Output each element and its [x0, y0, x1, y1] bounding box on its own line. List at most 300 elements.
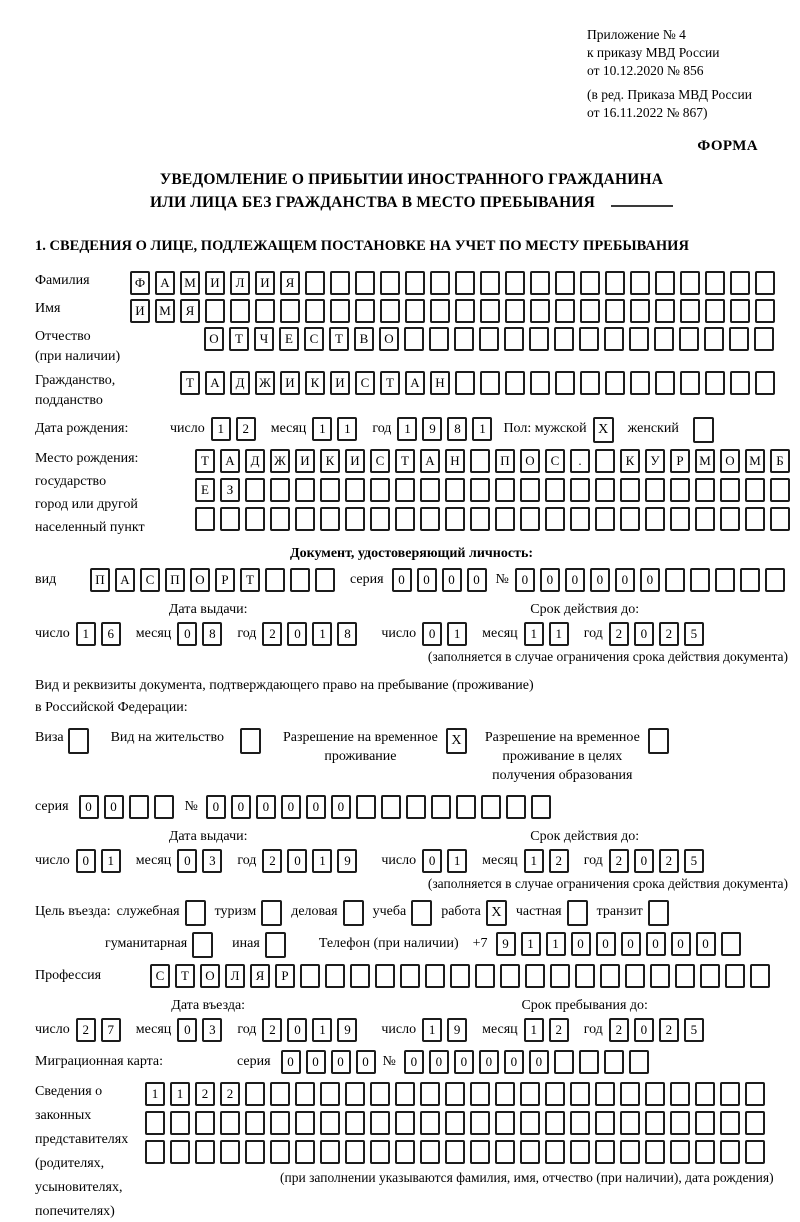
form-cell[interactable]	[355, 271, 375, 295]
form-cell[interactable]: Н	[445, 449, 465, 473]
form-cell[interactable]	[480, 371, 500, 395]
form-cell[interactable]	[595, 449, 615, 473]
form-cell[interactable]: 0	[177, 622, 197, 646]
form-cell[interactable]	[745, 1140, 765, 1164]
form-cell[interactable]	[220, 507, 240, 531]
form-cell[interactable]: 2	[76, 1018, 96, 1042]
form-cell[interactable]	[370, 1140, 390, 1164]
form-cell[interactable]: 1	[76, 622, 96, 646]
form-cell[interactable]: 1	[337, 417, 357, 441]
form-cell[interactable]	[430, 299, 450, 323]
residence-permit-checkbox[interactable]	[240, 728, 261, 754]
form-cell[interactable]: С	[150, 964, 170, 988]
form-cell[interactable]	[570, 478, 590, 502]
form-cell[interactable]	[145, 1111, 165, 1135]
form-cell[interactable]: 2	[236, 417, 256, 441]
form-cell[interactable]	[479, 327, 499, 351]
form-cell[interactable]: 1	[397, 417, 417, 441]
form-cell[interactable]	[755, 299, 775, 323]
form-cell[interactable]	[395, 1082, 415, 1106]
form-cell[interactable]	[495, 1111, 515, 1135]
form-cell[interactable]: Ф	[130, 271, 150, 295]
form-cell[interactable]	[630, 371, 650, 395]
form-cell[interactable]	[605, 371, 625, 395]
form-cell[interactable]	[495, 478, 515, 502]
form-cell[interactable]: 2	[262, 622, 282, 646]
form-cell[interactable]	[195, 507, 215, 531]
form-cell[interactable]: 5	[684, 849, 704, 873]
form-cell[interactable]	[245, 1111, 265, 1135]
form-cell[interactable]: 0	[442, 568, 462, 592]
form-cell[interactable]	[380, 299, 400, 323]
form-cell[interactable]: 2	[609, 849, 629, 873]
form-cell[interactable]	[320, 1140, 340, 1164]
form-cell[interactable]	[520, 1111, 540, 1135]
form-cell[interactable]	[629, 327, 649, 351]
form-cell[interactable]: О	[379, 327, 399, 351]
form-cell[interactable]: Л	[230, 271, 250, 295]
form-cell[interactable]: 0	[540, 568, 560, 592]
form-cell[interactable]	[595, 1140, 615, 1164]
form-cell[interactable]	[554, 327, 574, 351]
form-cell[interactable]: 6	[101, 622, 121, 646]
form-cell[interactable]	[405, 299, 425, 323]
form-cell[interactable]	[770, 507, 790, 531]
form-cell[interactable]	[525, 964, 545, 988]
form-cell[interactable]: 7	[101, 1018, 121, 1042]
commercial-checkbox[interactable]	[343, 900, 364, 926]
form-cell[interactable]	[404, 327, 424, 351]
form-cell[interactable]: 0	[479, 1050, 499, 1074]
form-cell[interactable]	[600, 964, 620, 988]
form-cell[interactable]	[470, 507, 490, 531]
form-cell[interactable]	[720, 478, 740, 502]
form-cell[interactable]: 0	[206, 795, 226, 819]
form-cell[interactable]: 8	[337, 622, 357, 646]
form-cell[interactable]: 0	[454, 1050, 474, 1074]
form-cell[interactable]	[280, 299, 300, 323]
form-cell[interactable]: .	[570, 449, 590, 473]
form-cell[interactable]: 0	[634, 849, 654, 873]
form-cell[interactable]	[750, 964, 770, 988]
form-cell[interactable]: 2	[262, 849, 282, 873]
form-cell[interactable]: Р	[670, 449, 690, 473]
form-cell[interactable]	[745, 1111, 765, 1135]
form-cell[interactable]	[270, 507, 290, 531]
form-cell[interactable]	[320, 478, 340, 502]
sex-female-checkbox[interactable]	[693, 417, 714, 443]
form-cell[interactable]	[670, 478, 690, 502]
form-cell[interactable]: П	[90, 568, 110, 592]
form-cell[interactable]: Л	[225, 964, 245, 988]
form-cell[interactable]: З	[220, 478, 240, 502]
form-cell[interactable]	[645, 507, 665, 531]
form-cell[interactable]: 2	[659, 849, 679, 873]
form-cell[interactable]: Б	[770, 449, 790, 473]
form-cell[interactable]: О	[200, 964, 220, 988]
form-cell[interactable]: М	[155, 299, 175, 323]
form-cell[interactable]	[545, 1082, 565, 1106]
form-cell[interactable]	[770, 478, 790, 502]
form-cell[interactable]	[570, 1111, 590, 1135]
form-cell[interactable]	[470, 449, 490, 473]
form-cell[interactable]	[265, 568, 285, 592]
form-cell[interactable]	[375, 964, 395, 988]
form-cell[interactable]	[530, 271, 550, 295]
form-cell[interactable]	[320, 1111, 340, 1135]
form-cell[interactable]: 0	[356, 1050, 376, 1074]
form-cell[interactable]	[630, 271, 650, 295]
form-cell[interactable]	[345, 1111, 365, 1135]
form-cell[interactable]	[645, 1082, 665, 1106]
form-cell[interactable]	[630, 299, 650, 323]
form-cell[interactable]	[395, 1111, 415, 1135]
form-cell[interactable]: О	[720, 449, 740, 473]
form-cell[interactable]	[730, 371, 750, 395]
form-cell[interactable]	[381, 795, 401, 819]
form-cell[interactable]	[420, 1111, 440, 1135]
form-cell[interactable]: 9	[337, 849, 357, 873]
form-cell[interactable]: 0	[177, 849, 197, 873]
form-cell[interactable]	[670, 1082, 690, 1106]
form-cell[interactable]: Т	[380, 371, 400, 395]
form-cell[interactable]	[455, 299, 475, 323]
form-cell[interactable]	[470, 1140, 490, 1164]
form-cell[interactable]: О	[520, 449, 540, 473]
form-cell[interactable]	[330, 271, 350, 295]
form-cell[interactable]: 2	[659, 622, 679, 646]
form-cell[interactable]: 0	[287, 1018, 307, 1042]
form-cell[interactable]	[495, 507, 515, 531]
form-cell[interactable]	[755, 271, 775, 295]
form-cell[interactable]	[720, 1111, 740, 1135]
form-cell[interactable]: 0	[256, 795, 276, 819]
form-cell[interactable]	[520, 1140, 540, 1164]
form-cell[interactable]: Ж	[270, 449, 290, 473]
temp-residence-education-checkbox[interactable]	[648, 728, 669, 754]
form-cell[interactable]: Е	[195, 478, 215, 502]
form-cell[interactable]	[450, 964, 470, 988]
form-cell[interactable]	[725, 964, 745, 988]
form-cell[interactable]: У	[645, 449, 665, 473]
form-cell[interactable]	[220, 1111, 240, 1135]
form-cell[interactable]: 0	[417, 568, 437, 592]
form-cell[interactable]: В	[354, 327, 374, 351]
form-cell[interactable]	[445, 1111, 465, 1135]
form-cell[interactable]	[475, 964, 495, 988]
form-cell[interactable]	[629, 1050, 649, 1074]
business-trip-checkbox[interactable]	[185, 900, 206, 926]
form-cell[interactable]	[270, 478, 290, 502]
form-cell[interactable]	[580, 299, 600, 323]
form-cell[interactable]	[355, 299, 375, 323]
form-cell[interactable]: И	[280, 371, 300, 395]
form-cell[interactable]	[570, 507, 590, 531]
form-cell[interactable]	[270, 1082, 290, 1106]
form-cell[interactable]	[406, 795, 426, 819]
form-cell[interactable]: К	[320, 449, 340, 473]
form-cell[interactable]: 1	[447, 622, 467, 646]
form-cell[interactable]: 0	[671, 932, 691, 956]
form-cell[interactable]: 0	[590, 568, 610, 592]
form-cell[interactable]: 1	[312, 849, 332, 873]
form-cell[interactable]	[550, 964, 570, 988]
form-cell[interactable]	[720, 1140, 740, 1164]
form-cell[interactable]	[625, 964, 645, 988]
form-cell[interactable]	[454, 327, 474, 351]
form-cell[interactable]	[425, 964, 445, 988]
form-cell[interactable]	[530, 299, 550, 323]
form-cell[interactable]: 0	[504, 1050, 524, 1074]
form-cell[interactable]: 9	[337, 1018, 357, 1042]
form-cell[interactable]: 1	[211, 417, 231, 441]
study-checkbox[interactable]	[411, 900, 432, 926]
form-cell[interactable]: 0	[615, 568, 635, 592]
form-cell[interactable]: 2	[549, 849, 569, 873]
form-cell[interactable]: 0	[177, 1018, 197, 1042]
form-cell[interactable]: 0	[404, 1050, 424, 1074]
form-cell[interactable]	[679, 327, 699, 351]
form-cell[interactable]	[579, 327, 599, 351]
form-cell[interactable]: А	[405, 371, 425, 395]
form-cell[interactable]: 0	[331, 795, 351, 819]
form-cell[interactable]	[620, 1140, 640, 1164]
form-cell[interactable]	[545, 1111, 565, 1135]
form-cell[interactable]	[445, 507, 465, 531]
form-cell[interactable]	[705, 271, 725, 295]
form-cell[interactable]: Ж	[255, 371, 275, 395]
form-cell[interactable]	[579, 1050, 599, 1074]
form-cell[interactable]: Я	[180, 299, 200, 323]
form-cell[interactable]: 0	[596, 932, 616, 956]
form-cell[interactable]: Е	[279, 327, 299, 351]
form-cell[interactable]: 0	[571, 932, 591, 956]
form-cell[interactable]: 0	[640, 568, 660, 592]
form-cell[interactable]: А	[115, 568, 135, 592]
form-cell[interactable]	[695, 1140, 715, 1164]
form-cell[interactable]	[700, 964, 720, 988]
form-cell[interactable]: 1	[549, 622, 569, 646]
form-cell[interactable]	[620, 507, 640, 531]
form-cell[interactable]: 1	[521, 932, 541, 956]
form-cell[interactable]	[675, 964, 695, 988]
form-cell[interactable]	[620, 478, 640, 502]
form-cell[interactable]	[154, 795, 174, 819]
form-cell[interactable]	[520, 507, 540, 531]
form-cell[interactable]	[604, 327, 624, 351]
form-cell[interactable]: 1	[447, 849, 467, 873]
form-cell[interactable]: 3	[202, 1018, 222, 1042]
form-cell[interactable]	[620, 1082, 640, 1106]
form-cell[interactable]	[305, 271, 325, 295]
form-cell[interactable]: 9	[422, 417, 442, 441]
work-checkbox[interactable]: X	[486, 900, 507, 926]
form-cell[interactable]	[730, 271, 750, 295]
form-cell[interactable]	[470, 1111, 490, 1135]
form-cell[interactable]	[505, 271, 525, 295]
form-cell[interactable]	[295, 478, 315, 502]
form-cell[interactable]: 0	[287, 622, 307, 646]
humanitarian-checkbox[interactable]	[192, 932, 213, 958]
temp-residence-checkbox[interactable]: X	[446, 728, 467, 754]
form-cell[interactable]: И	[295, 449, 315, 473]
form-cell[interactable]: 0	[646, 932, 666, 956]
form-cell[interactable]: 0	[287, 849, 307, 873]
form-cell[interactable]: 0	[104, 795, 124, 819]
form-cell[interactable]: Т	[240, 568, 260, 592]
form-cell[interactable]: 1	[524, 849, 544, 873]
form-cell[interactable]	[420, 1082, 440, 1106]
form-cell[interactable]	[545, 478, 565, 502]
form-cell[interactable]	[290, 568, 310, 592]
form-cell[interactable]: С	[140, 568, 160, 592]
form-cell[interactable]	[575, 964, 595, 988]
form-cell[interactable]	[740, 568, 760, 592]
form-cell[interactable]	[729, 327, 749, 351]
form-cell[interactable]	[430, 271, 450, 295]
form-cell[interactable]: 2	[609, 622, 629, 646]
form-cell[interactable]	[300, 964, 320, 988]
form-cell[interactable]	[420, 507, 440, 531]
form-cell[interactable]: С	[545, 449, 565, 473]
form-cell[interactable]	[655, 299, 675, 323]
form-cell[interactable]	[195, 1140, 215, 1164]
form-cell[interactable]: 0	[331, 1050, 351, 1074]
form-cell[interactable]	[270, 1111, 290, 1135]
form-cell[interactable]: 2	[659, 1018, 679, 1042]
form-cell[interactable]: 2	[549, 1018, 569, 1042]
form-cell[interactable]	[670, 1140, 690, 1164]
form-cell[interactable]	[520, 478, 540, 502]
form-cell[interactable]: 2	[195, 1082, 215, 1106]
form-cell[interactable]	[470, 1082, 490, 1106]
form-cell[interactable]	[500, 964, 520, 988]
form-cell[interactable]: А	[205, 371, 225, 395]
form-cell[interactable]	[529, 327, 549, 351]
form-cell[interactable]: О	[204, 327, 224, 351]
form-cell[interactable]: 0	[79, 795, 99, 819]
form-cell[interactable]	[620, 1111, 640, 1135]
form-cell[interactable]	[645, 1111, 665, 1135]
form-cell[interactable]	[305, 299, 325, 323]
form-cell[interactable]	[555, 299, 575, 323]
form-cell[interactable]: П	[165, 568, 185, 592]
form-cell[interactable]	[745, 478, 765, 502]
form-cell[interactable]	[370, 1082, 390, 1106]
form-cell[interactable]	[295, 1140, 315, 1164]
form-cell[interactable]	[595, 478, 615, 502]
form-cell[interactable]	[245, 507, 265, 531]
form-cell[interactable]	[680, 299, 700, 323]
form-cell[interactable]	[330, 299, 350, 323]
form-cell[interactable]: 1	[170, 1082, 190, 1106]
form-cell[interactable]	[255, 299, 275, 323]
form-cell[interactable]	[665, 568, 685, 592]
form-cell[interactable]: 0	[529, 1050, 549, 1074]
form-cell[interactable]	[245, 1082, 265, 1106]
form-cell[interactable]	[445, 1140, 465, 1164]
form-cell[interactable]	[395, 1140, 415, 1164]
form-cell[interactable]	[420, 478, 440, 502]
form-cell[interactable]	[654, 327, 674, 351]
form-cell[interactable]: 8	[447, 417, 467, 441]
form-cell[interactable]	[395, 478, 415, 502]
form-cell[interactable]: Т	[229, 327, 249, 351]
form-cell[interactable]: 3	[202, 849, 222, 873]
form-cell[interactable]	[129, 795, 149, 819]
form-cell[interactable]	[555, 271, 575, 295]
form-cell[interactable]	[455, 271, 475, 295]
form-cell[interactable]: 1	[546, 932, 566, 956]
form-cell[interactable]	[604, 1050, 624, 1074]
form-cell[interactable]	[555, 371, 575, 395]
form-cell[interactable]	[520, 1082, 540, 1106]
form-cell[interactable]: А	[155, 271, 175, 295]
form-cell[interactable]	[495, 1140, 515, 1164]
form-cell[interactable]: С	[370, 449, 390, 473]
form-cell[interactable]	[730, 299, 750, 323]
form-cell[interactable]: А	[220, 449, 240, 473]
form-cell[interactable]: 0	[634, 1018, 654, 1042]
form-cell[interactable]	[645, 1140, 665, 1164]
form-cell[interactable]: А	[420, 449, 440, 473]
form-cell[interactable]	[455, 371, 475, 395]
form-cell[interactable]: Т	[175, 964, 195, 988]
form-cell[interactable]: С	[304, 327, 324, 351]
form-cell[interactable]	[545, 1140, 565, 1164]
form-cell[interactable]	[345, 478, 365, 502]
form-cell[interactable]	[380, 271, 400, 295]
form-cell[interactable]	[721, 932, 741, 956]
form-cell[interactable]: И	[330, 371, 350, 395]
form-cell[interactable]	[429, 327, 449, 351]
form-cell[interactable]	[754, 327, 774, 351]
form-cell[interactable]	[480, 299, 500, 323]
form-cell[interactable]	[650, 964, 670, 988]
private-checkbox[interactable]	[567, 900, 588, 926]
form-cell[interactable]	[356, 795, 376, 819]
form-cell[interactable]: Р	[215, 568, 235, 592]
form-cell[interactable]	[325, 964, 345, 988]
transit-checkbox[interactable]	[648, 900, 669, 926]
form-cell[interactable]	[605, 299, 625, 323]
form-cell[interactable]: 0	[306, 795, 326, 819]
form-cell[interactable]	[695, 507, 715, 531]
form-cell[interactable]: 2	[220, 1082, 240, 1106]
form-cell[interactable]	[720, 1082, 740, 1106]
form-cell[interactable]	[755, 371, 775, 395]
form-cell[interactable]	[580, 371, 600, 395]
form-cell[interactable]	[531, 795, 551, 819]
form-cell[interactable]	[655, 371, 675, 395]
form-cell[interactable]	[431, 795, 451, 819]
form-cell[interactable]	[680, 371, 700, 395]
sex-male-checkbox[interactable]: X	[593, 417, 614, 443]
form-cell[interactable]: 0	[231, 795, 251, 819]
form-cell[interactable]: Р	[275, 964, 295, 988]
form-cell[interactable]: 0	[621, 932, 641, 956]
form-cell[interactable]: Т	[195, 449, 215, 473]
form-cell[interactable]	[295, 1111, 315, 1135]
form-cell[interactable]	[195, 1111, 215, 1135]
form-cell[interactable]: 9	[447, 1018, 467, 1042]
form-cell[interactable]	[704, 327, 724, 351]
form-cell[interactable]	[580, 271, 600, 295]
form-cell[interactable]	[480, 271, 500, 295]
form-cell[interactable]	[506, 795, 526, 819]
form-cell[interactable]	[370, 478, 390, 502]
form-cell[interactable]	[505, 299, 525, 323]
